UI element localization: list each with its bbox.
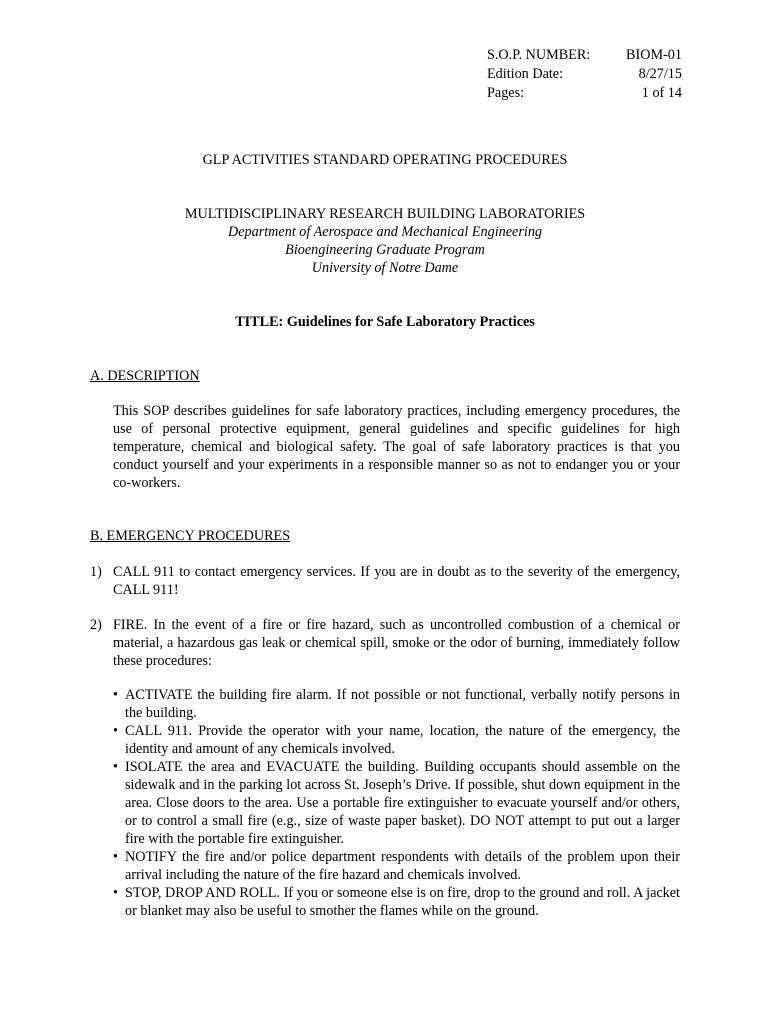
fire-procedure-isolate (113, 758, 680, 848)
building-name: MULTIDISCIPLINARY RESEARCH BUILDING LABORATORIES (184, 206, 586, 222)
section-b-heading: B. EMERGENCY PROCEDURES (90, 528, 291, 544)
main-title: GLP ACTIVITIES STANDARD OPERATING PROCEDURES (202, 152, 568, 168)
bullet-text: ACTIVATE the building fire alarm. If not possible or not functional, verbally notify persons in the building. (125, 687, 680, 721)
sop-number-label: S.O.P. NUMBER: (487, 47, 591, 63)
edition-date-row (487, 65, 682, 84)
fire-procedure-call (113, 722, 680, 758)
item-text: FIRE. In the event of a fire or fire hazard, such as uncontrolled combustion of a chemical or material, a hazardous gas leak or chemical spill, smoke or the odor of burning, immediately follow these procedures: (113, 617, 680, 669)
edition-date-value: 8/27/15 (638, 66, 682, 82)
program-name: Bioengineering Graduate Program (285, 242, 485, 258)
bullet-dot: • (113, 723, 118, 739)
description-paragraph: This SOP describes guidelines for safe laboratory practices, including emergency procedures, the use of personal protective equipment, general guidelines and specific guidelines for high temperature, chemical and biological safety. The goal of safe laboratory practices is that you conduct yourself and your experiments in a responsible manner so as not to endanger you or your co-workers. (113, 403, 680, 491)
pages-label: Pages: (487, 85, 525, 101)
bullet-dot: • (113, 687, 118, 703)
section-a-heading: A. DESCRIPTION (90, 368, 200, 384)
fire-procedure-activate (113, 686, 680, 722)
document-title: TITLE: Guidelines for Safe Laboratory Practices (235, 314, 535, 330)
fire-procedure-stop-drop-roll (113, 884, 680, 920)
emergency-item-fire (90, 616, 680, 670)
fire-procedure-list (113, 686, 680, 920)
sop-number-value: BIOM-01 (626, 47, 682, 63)
edition-date-label: Edition Date: (487, 66, 564, 82)
bullet-text: ISOLATE the area and EVACUATE the building. Building occupants should assemble on the sidewalk and in the parking lot across St. Joseph’s Drive. If possible, shut down equipment in the area. Close doors to the area. Use a portable fire extinguisher to evacuate yourself and/or others, or to control a small fire (e.g., size of waste paper basket). DO NOT attempt to put out a larger fire with the portable fire extinguisher. (125, 759, 680, 847)
bullet-dot: • (113, 759, 118, 775)
institution-block (90, 205, 680, 277)
bullet-text: CALL 911. Provide the operator with your name, location, the nature of the emergency, the identity and amount of any chemicals involved. (125, 723, 680, 757)
university-name: University of Notre Dame (311, 260, 459, 276)
pages-value: 1 of 14 (641, 85, 682, 101)
item-text: CALL 911 to contact emergency services. If you are in doubt as to the severity of the emergency, CALL 911! (113, 564, 680, 598)
fire-procedure-notify (113, 848, 680, 884)
emergency-item-call-911 (90, 563, 680, 599)
bullet-dot: • (113, 885, 118, 901)
bullet-text: NOTIFY the fire and/or police department respondents with details of the problem upon their arrival including the nature of the fire hazard and chemicals involved. (125, 849, 680, 883)
sop-number-row (487, 46, 682, 65)
item-number: 1) (90, 564, 102, 580)
sop-header (487, 46, 682, 103)
item-number: 2) (90, 617, 102, 633)
department-name: Department of Aerospace and Mechanical Engineering (227, 224, 543, 240)
bullet-dot: • (113, 849, 118, 865)
bullet-text: STOP, DROP AND ROLL. If you or someone else is on fire, drop to the ground and roll. A jacket or blanket may also be useful to smother the flames while on the ground. (125, 885, 680, 919)
pages-row (487, 84, 682, 103)
